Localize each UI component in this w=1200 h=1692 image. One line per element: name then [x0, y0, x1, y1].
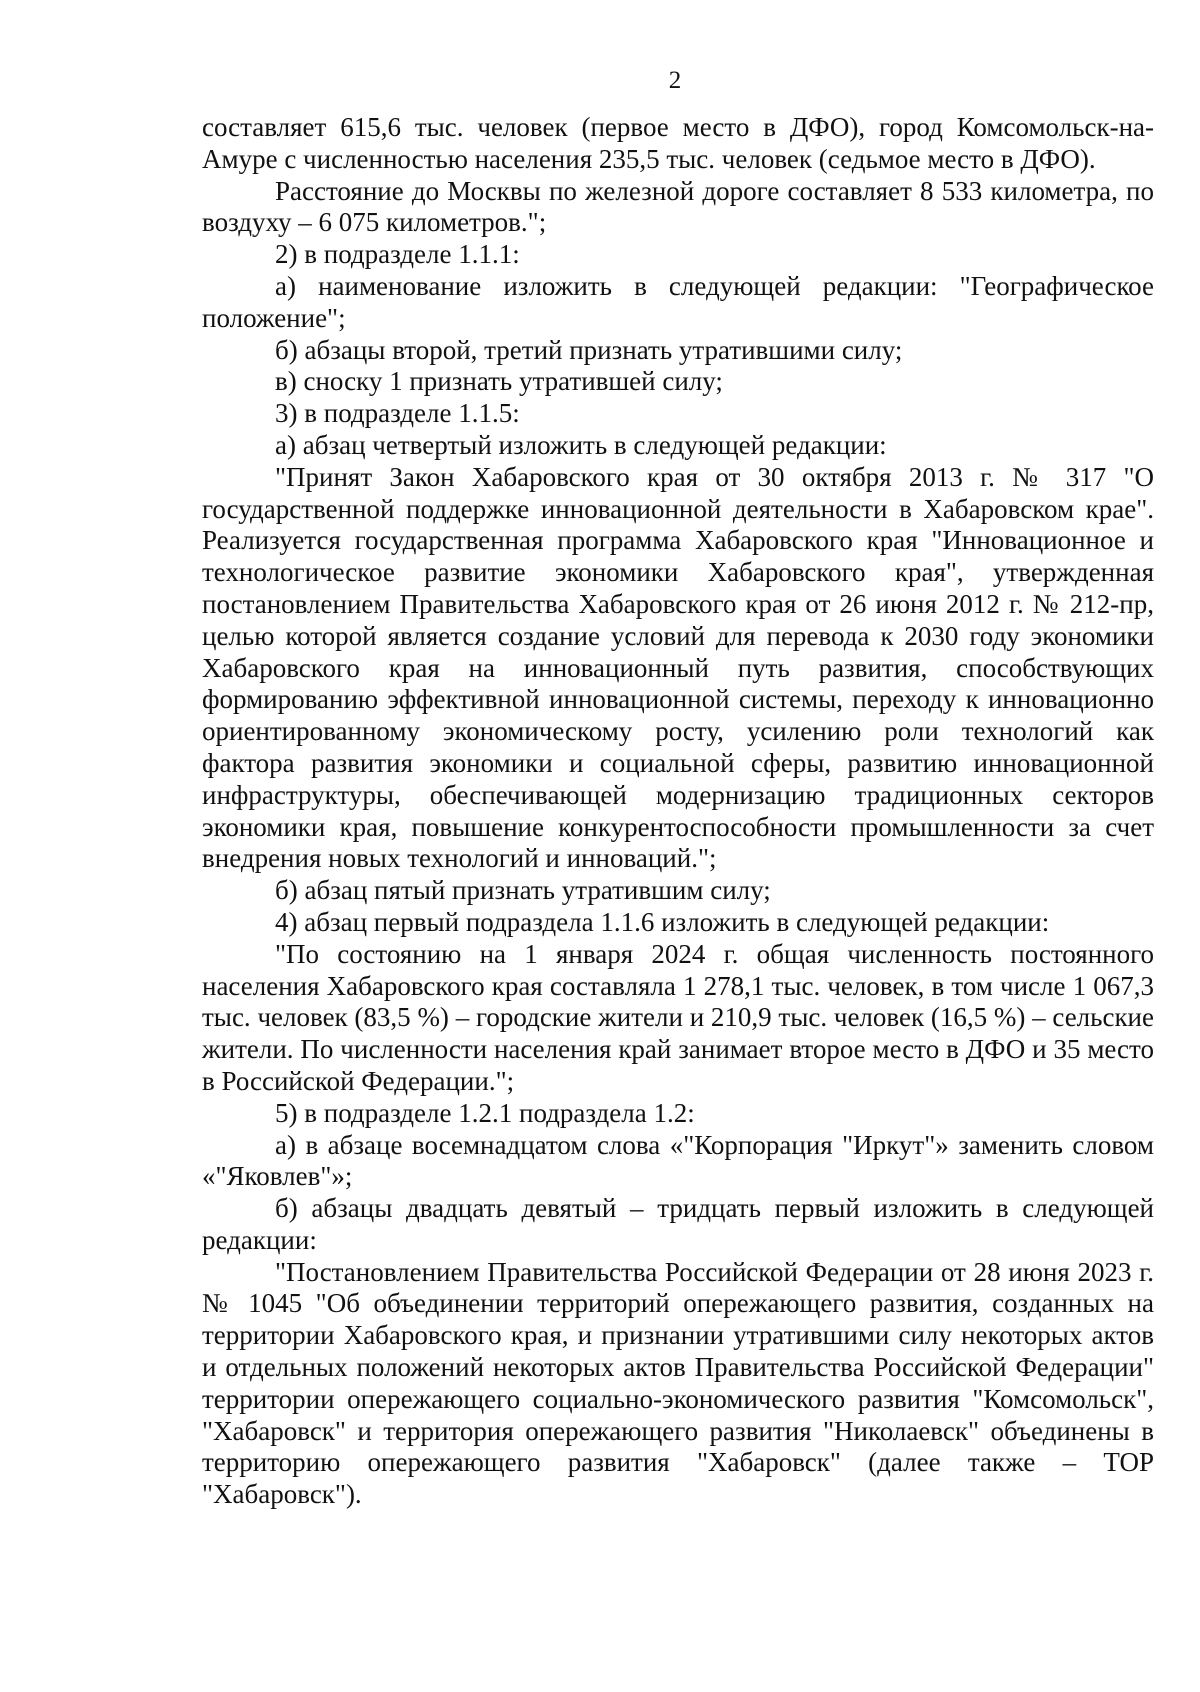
paragraph-item-2: 2) в подразделе 1.1.1: — [275, 239, 520, 270]
paragraph-distance: Расстояние до Москвы по железной дороге составляет 8 533 километра, по воздуху – 6 075 километров."; — [202, 175, 1154, 238]
paragraph-item-2c: в) сноску 1 признать утратившей силу; — [275, 366, 723, 397]
paragraph-item-3a: а) абзац четвертый изложить в следующей редакции: — [275, 429, 887, 460]
paragraph-item-5a: а) в абзаце восемнадцатом слова «"Корпорация "Иркут"» заменить словом «"Яковлев"»; — [202, 1129, 1154, 1192]
paragraph-item-3: 3) в подразделе 1.1.5: — [275, 398, 520, 429]
paragraph-item-2a: а) наименование изложить в следующей редакции: "Географическое положение"; — [202, 270, 1154, 333]
paragraph-quote-territories: "Постановлением Правительства Российской Федерации от 28 июня 2023 г. № 1045 "Об объединении территорий опережающего развития, созданных на территории Хабаровского края, и признании утратившими силу некоторых актов и отдельных положений некоторых актов Правительства Российской Федерации" территории опережающего социально-экономического развития "Комсомольск", "Хабаровск" и территория опережающего развития "Николаевск" объединены в территорию опережающего развития "Хабаровск" (далее также – ТОР "Хабаровск"). — [202, 1256, 1154, 1510]
paragraph-item-3b: б) абзац пятый признать утратившим силу; — [275, 875, 771, 906]
paragraph-item-4: 4) абзац первый подраздела 1.1.6 изложить в следующей редакции: — [275, 906, 1050, 937]
paragraph-item-2b: б) абзацы второй, третий признать утратившими силу; — [275, 334, 903, 365]
paragraph-item-5: 5) в подразделе 1.2.1 подраздела 1.2: — [275, 1097, 695, 1128]
paragraph-item-5b: б) абзацы двадцать девятый – тридцать первый изложить в следующей редакции: — [202, 1193, 1154, 1255]
paragraph-quote-population: "По состоянию на 1 января 2024 г. общая численность постоянного населения Хабаровского края составляла 1 278,1 тыс. человек, в том числе 1 067,3 тыс. человек (83,5 %) – городские жители и 210,9 тыс. человек (16,5 %) – сельские жители. По численности населения край занимает второе место в ДФО и 35 место в Российской Федерации."; — [202, 938, 1154, 1096]
paragraph-continuation: составляет 615,6 тыс. человек (первое место в ДФО), город Комсомольск-на-Амуре с численностью населения 235,5 тыс. человек (седьмое место в ДФО). — [202, 112, 1154, 174]
document-body — [202, 112, 1154, 1511]
page-number: 2 — [668, 67, 682, 94]
paragraph-quote-innovation: "Принят Закон Хабаровского края от 30 октября 2013 г. № 317 "О государственной поддержке инновационной деятельности в Хабаровском крае". Реализуется государственная программа Хабаровского края "Инновационное и технологическое развитие экономики Хабаровского края", утвержденная постановлением Правительства Хабаровского края от 26 июня 2012 г. № 212-пр, целью которой является создание условий для перевода к 2030 году экономики Хабаровского края на инновационный путь развития, способствующих формированию эффективной инновационной системы, переходу к инновационно ориентированному экономическому росту, усилению роли технологий как фактора развития экономики и социальной сферы, развитию инновационной инфраструктуры, обеспечивающей модернизацию традиционных секторов экономики края, повышение конкурентоспособности промышленности за счет внедрения новых технологий и инноваций."; — [202, 461, 1154, 874]
